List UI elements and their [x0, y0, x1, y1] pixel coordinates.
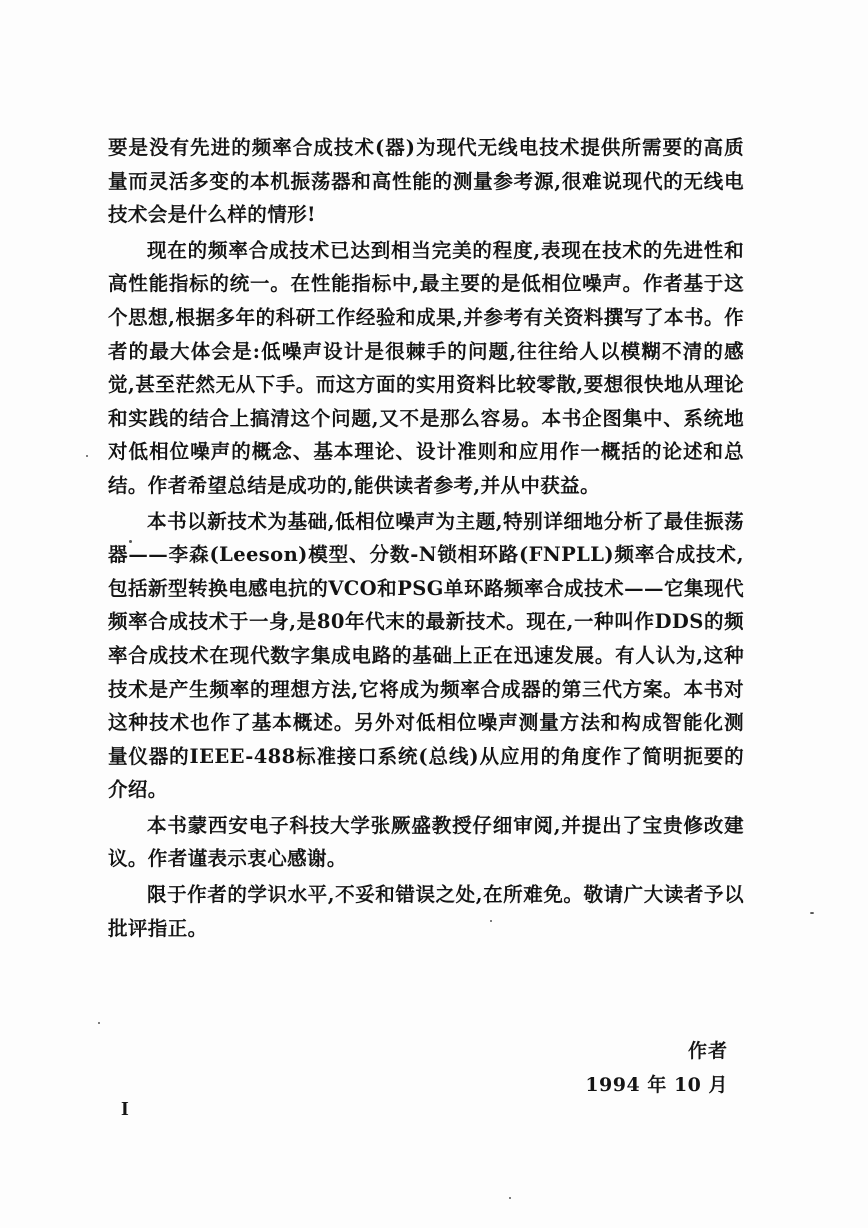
scan-speck: [810, 912, 814, 914]
preface-date: 1994 年 10 月: [585, 1074, 728, 1096]
paragraph-3: 本书以新技术为基础,低相位噪声为主题,特别详细地分析了最佳振荡器——李森(Leeson)模型、分数-N锁相环路(FNPLL)频率合成技术,包括新型转换电感电抗的VCO和PSG单环路频率合成技术——它集现代频率合成技术于一身,是80年代末的最新技术。现在,一种叫作DDS的频率合成技术在现代数字集成电路的基础上正在迅速发展。有人认为,这种技术是产生频率的理想方法,它将成为频率合成器的第三代方案。本书对这种技术也作了基本概述。另外对低相位噪声测量方法和构成智能化测量仪器的IEEE-488标准接口系统(总线)从应用的角度作了简明扼要的介绍。: [108, 509, 744, 802]
scan-speck: [86, 455, 88, 457]
page-number: I: [121, 1098, 129, 1120]
scan-speck: [98, 1022, 100, 1024]
paragraph-5: 限于作者的学识水平,不妥和错误之处,在所难免。敬请广大读者予以批评指正。: [108, 883, 744, 940]
scan-speck: [129, 540, 132, 543]
scan-speck: [509, 1197, 511, 1199]
preface-body: [108, 131, 744, 945]
paragraph-4: 本书蒙西安电子科技大学张厥盛教授仔细审阅,并提出了宝贵修改建议。作者谨表示衷心感谢。: [108, 813, 744, 871]
paragraph-2: 现在的频率合成技术已达到相当完美的程度,表现在技术的先进性和高性能指标的统一。在性能指标中,最主要的是低相位噪声。作者基于这个思想,根据多年的科研工作经验和成果,并参考有关资料撰写了本书。作者的最大体会是:低噪声设计是很棘手的问题,往往给人以模糊不清的感觉,甚至茫然无从下手。而这方面的实用资料比较零散,要想很快地从理论和实践的结合上搞清这个问题,又不是那么容易。本书企图集中、系统地对低相位噪声的概念、基本理论、设计准则和应用作一概括的论述和总结。作者希望总结是成功的,能供读者参考,并从中获益。: [108, 238, 744, 497]
scan-speck: [490, 920, 492, 922]
paragraph-1: 要是没有先进的频率合成技术(器)为现代无线电技术提供所需要的高质量而灵活多变的本机振荡器和高性能的测量参考源,很难说现代的无线电技术会是什么样的情形!: [108, 136, 744, 227]
author-signature: 作者: [687, 1040, 728, 1062]
